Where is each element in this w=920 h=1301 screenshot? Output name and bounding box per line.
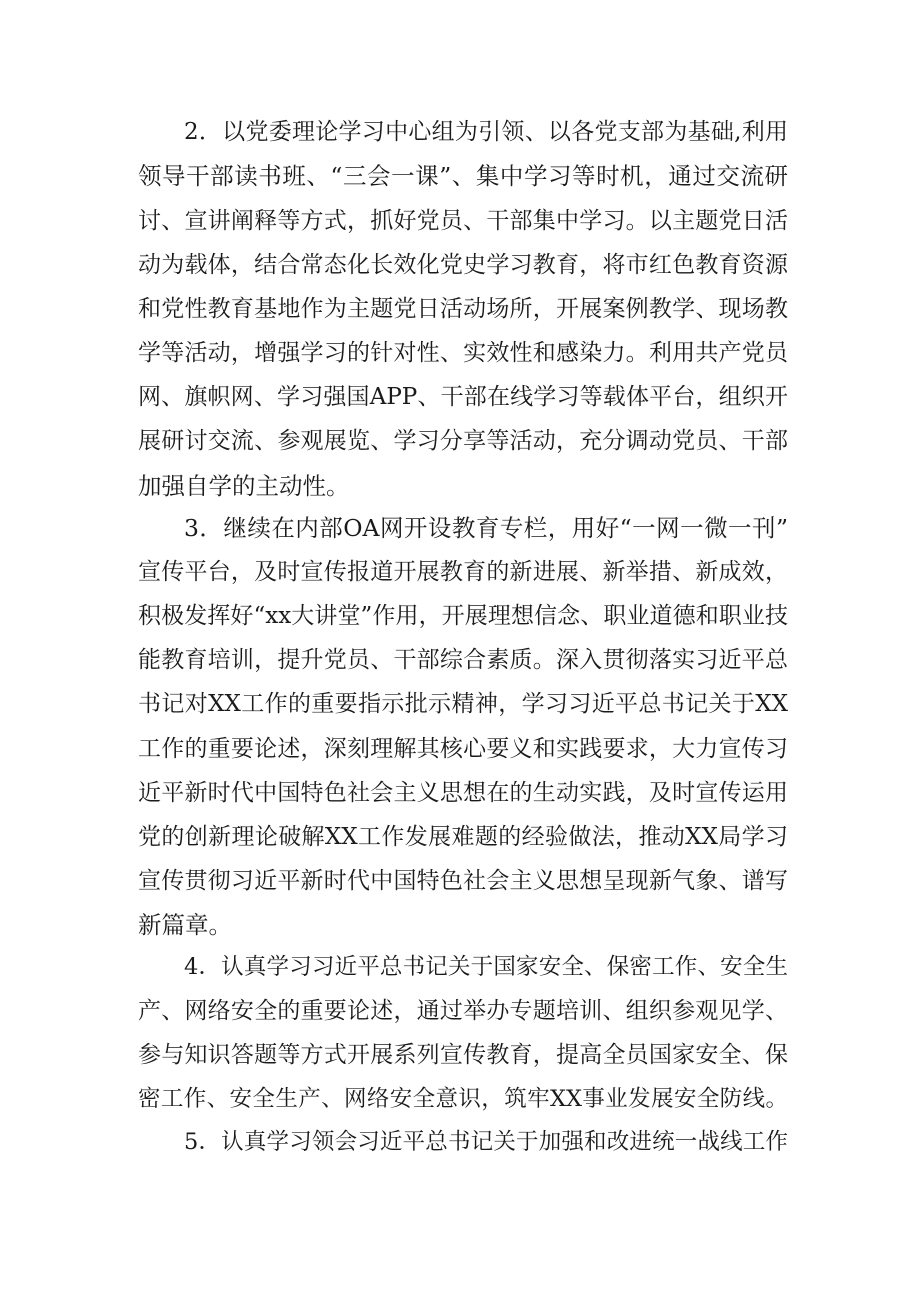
text-line: 4．认真学习习近平总书记关于国家安全、保密工作、安全生 bbox=[184, 954, 788, 980]
text-line: 领导干部读书班、“三会一课”、集中学习等时机，通过交流研 bbox=[138, 162, 788, 190]
text-line: 宣传贯彻习近平新时代中国特色社会主义思想呈现新气象、谱写 bbox=[138, 868, 788, 894]
text-line: 近平新时代中国特色社会主义思想在的生动实践，及时宣传运用 bbox=[138, 780, 788, 806]
text-line: 工作的重要论述，深刻理解其核心要义和实践要求，大力宣传习 bbox=[138, 736, 788, 762]
text-line: 3．继续在内部OA网开设教育专栏，用好“一网一微一刊” bbox=[184, 514, 788, 542]
text-line: 学等活动，增强学习的针对性、实效性和感染力。利用共产党员 bbox=[138, 340, 788, 366]
text-line: 密工作、安全生产、网络安全意识，筑牢XX事业发展安全防线。 bbox=[138, 1086, 788, 1112]
text-line: 网、旗帜网、学习强国APP、干部在线学习等载体平台，组织开 bbox=[138, 384, 788, 410]
text-line: 参与知识答题等方式开展系列宣传教育，提高全员国家安全、保 bbox=[138, 1042, 788, 1068]
text-line: 和党性教育基地作为主题党日活动场所，开展案例教学、现场教 bbox=[138, 296, 788, 322]
text-line: 产、网络安全的重要论述，通过举办专题培训、组织参观见学、 bbox=[138, 998, 788, 1024]
text-line: 2．以党委理论学习中心组为引领、以各党支部为基础,利用 bbox=[184, 119, 788, 145]
text-line: 5．认真学习领会习近平总书记关于加强和改进统一战线工作 bbox=[184, 1129, 788, 1155]
text-line: 书记对XX工作的重要指示批示精神，学习习近平总书记关于XX bbox=[138, 691, 788, 717]
text-line: 宣传平台，及时宣传报道开展教育的新进展、新举措、新成效， bbox=[138, 559, 788, 585]
text-line: 动为载体，结合常态化长效化党史学习教育，将市红色教育资源 bbox=[138, 252, 788, 278]
text-line: 积极发挥好“xx大讲堂”作用，开展理想信念、职业道德和职业技 bbox=[138, 603, 788, 629]
text-line: 加强自学的主动性。 bbox=[138, 472, 350, 500]
text-line: 党的创新理论破解XX工作发展难题的经验做法，推动XX局学习 bbox=[138, 824, 788, 850]
text-line: 新篇章。 bbox=[138, 911, 232, 939]
text-line: 讨、宣讲阐释等方式，抓好党员、干部集中学习。以主题党日活 bbox=[138, 208, 788, 234]
text-line: 能教育培训，提升党员、干部综合素质。深入贯彻落实习近平总 bbox=[138, 647, 788, 673]
text-line: 展研讨交流、参观展览、学习分享等活动，充分调动党员、干部 bbox=[138, 428, 788, 454]
